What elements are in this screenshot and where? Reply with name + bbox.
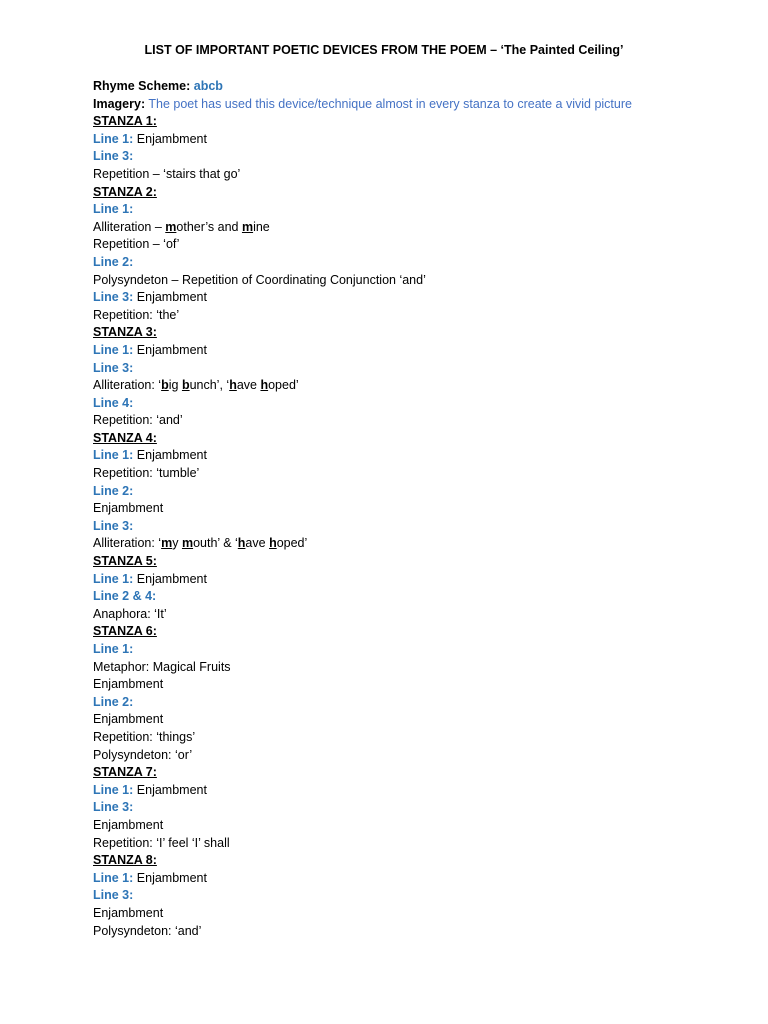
- stanza-3-line-4: [93, 395, 733, 413]
- device-text: Enjambment: [93, 905, 164, 920]
- rhyme-scheme-value: abcb: [193, 79, 223, 93]
- stanza-1-line-3: [93, 148, 733, 166]
- rhyme-scheme-label: Rhyme Scheme:: [93, 79, 191, 93]
- line-label: Line 3:: [93, 290, 134, 305]
- imagery-line: [93, 96, 733, 114]
- stanza-8-line-1: [93, 870, 733, 888]
- line-label: Line 3:: [93, 149, 134, 164]
- line-label: Line 2:: [93, 254, 134, 269]
- device-text: Repetition – ‘of’: [93, 237, 180, 252]
- device-text: Polysyndeton – Repetition of Coordinating Conjunction ‘and’: [93, 272, 426, 287]
- line-label: Line 4:: [93, 395, 134, 410]
- stanza-4-line-3: [93, 518, 733, 536]
- stanza-1-heading: STANZA 1:: [93, 114, 157, 129]
- device-text: Polysyndeton: ‘or’: [93, 747, 193, 762]
- stanza-8-heading: STANZA 8:: [93, 853, 157, 868]
- device-text: Enjambment: [93, 712, 164, 727]
- imagery-value: The poet has used this device/technique almost in every stanza to create a vivid picture: [148, 96, 632, 111]
- stanza-5-heading: STANZA 5:: [93, 554, 157, 569]
- alliteration-line: Alliteration: ‘my mouth’ & ‘have hoped’: [93, 536, 308, 551]
- stanza-6-line-1: [93, 641, 733, 659]
- device-text: Repetition: ‘things’: [93, 729, 196, 744]
- imagery-label: Imagery:: [93, 96, 146, 111]
- device-text: Enjambment: [93, 677, 164, 692]
- line-label: Line 1:: [93, 448, 134, 463]
- stanza-4-line-1: [93, 447, 733, 465]
- line-label: Line 1:: [93, 782, 134, 797]
- stanza-4-line-2: [93, 483, 733, 501]
- line-label: Line 2:: [93, 483, 134, 498]
- device-text: Enjambment: [136, 782, 207, 797]
- stanza-7-line-1: [93, 782, 733, 800]
- device-text: Enjambment: [93, 817, 164, 832]
- line-label: Line 2:: [93, 694, 134, 709]
- line-label: Line 1:: [93, 642, 134, 656]
- line-label: Line 3:: [93, 360, 134, 375]
- stanza-2-line-1: [93, 201, 733, 219]
- stanza-5-line-2-4: [93, 588, 733, 606]
- stanza-7-line-3: [93, 799, 733, 817]
- document-title: LIST OF IMPORTANT POETIC DEVICES FROM THE POEM – ‘The Painted Ceiling’: [144, 43, 624, 57]
- device-text: Polysyndeton: ‘and’: [93, 923, 202, 938]
- stanza-3-heading: STANZA 3:: [93, 325, 157, 340]
- stanza-5-line-1: [93, 571, 733, 589]
- stanza-2-heading: STANZA 2:: [93, 184, 157, 199]
- stanza-6-line-2: [93, 694, 733, 712]
- stanza-1-line-1: [93, 131, 733, 149]
- device-text: Metaphor: Magical Fruits: [93, 659, 231, 674]
- stanza-2-line-3: [93, 289, 733, 307]
- line-label: Line 1:: [93, 202, 134, 217]
- device-text: Enjambment: [136, 870, 207, 885]
- stanza-3-line-3: [93, 360, 733, 378]
- device-text: Repetition: ‘the’: [93, 307, 180, 322]
- line-label: Line 2 & 4:: [93, 589, 157, 604]
- stanza-4-heading: STANZA 4:: [93, 430, 157, 445]
- device-text: Repetition – ‘stairs that go’: [93, 166, 241, 181]
- stanza-7-heading: STANZA 7:: [93, 765, 157, 780]
- device-text: Anaphora: ‘It’: [93, 606, 167, 621]
- device-text: Enjambment: [136, 571, 207, 586]
- stanza-6-heading: STANZA 6:: [93, 624, 157, 639]
- device-text: Repetition: ‘tumble’: [93, 466, 200, 481]
- device-text: Repetition: ‘I’ feel ‘I’ shall: [93, 835, 230, 850]
- device-text: Enjambment: [136, 290, 207, 305]
- device-text: Enjambment: [136, 131, 207, 146]
- stanza-2-line-2: [93, 254, 733, 272]
- alliteration-line: Alliteration – mother’s and mine: [93, 219, 270, 234]
- line-label: Line 3:: [93, 800, 134, 815]
- device-text: Enjambment: [93, 501, 164, 516]
- rhyme-scheme-line: [93, 78, 733, 96]
- device-text: Enjambment: [136, 342, 207, 357]
- alliteration-line: Alliteration: ‘big bunch’, ‘have hoped’: [93, 378, 299, 393]
- line-label: Line 1:: [93, 870, 134, 885]
- device-text: Enjambment: [136, 448, 207, 463]
- line-label: Line 1:: [93, 131, 134, 146]
- device-text: Repetition: ‘and’: [93, 413, 183, 428]
- line-label: Line 1:: [93, 571, 134, 586]
- line-label: Line 1:: [93, 342, 134, 357]
- line-label: Line 3:: [93, 888, 134, 903]
- stanza-3-line-1: [93, 342, 733, 360]
- stanza-8-line-3: [93, 887, 733, 905]
- line-label: Line 3:: [93, 518, 134, 533]
- document-body: [93, 78, 733, 940]
